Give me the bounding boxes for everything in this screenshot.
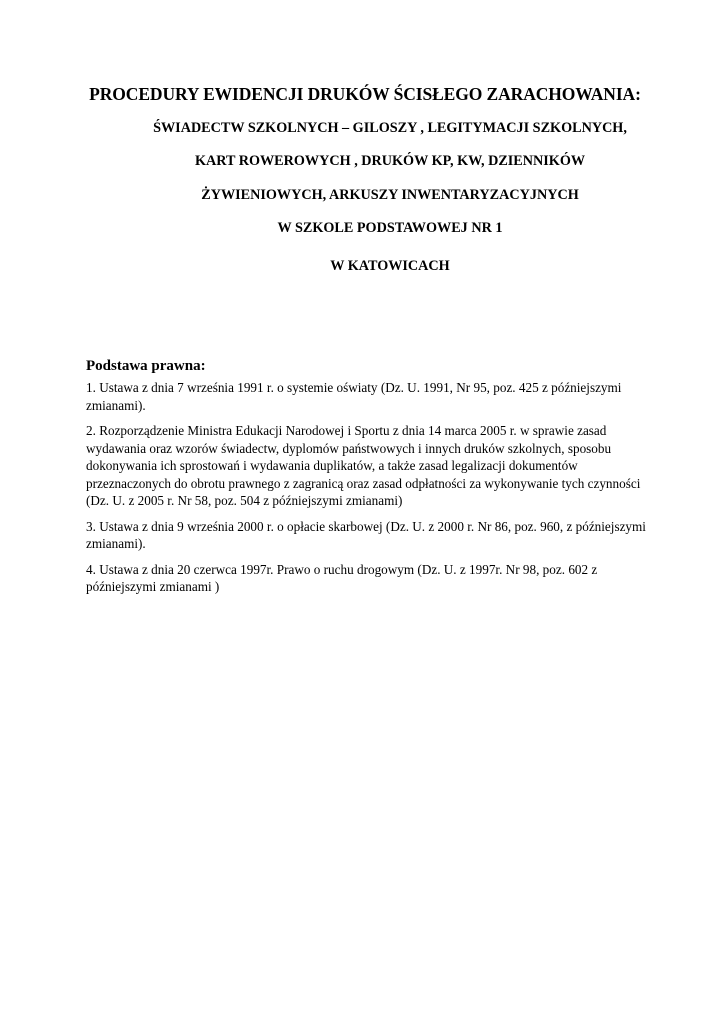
subtitle-line: ŻYWIENIOWYCH, ARKUSZY INWENTARYZACYJNYCH: [201, 187, 579, 203]
document-title: PROCEDURY EWIDENCJI DRUKÓW ŚCISŁEGO ZARACHOWANIA:: [89, 84, 641, 104]
subtitle-line: KART ROWEROWYCH , DRUKÓW KP, KW, DZIENNIKÓW: [194, 153, 586, 169]
legal-basis-item: 3. Ustawa z dnia 9 września 2000 r. o opłacie skarbowej (Dz. U. z 2000 r. Nr 86, poz. 960, z późniejszymi zmianami).: [86, 518, 646, 551]
legal-basis-item: 4. Ustawa z dnia 20 czerwca 1997r. Prawo o ruchu drogowym (Dz. U. z 1997r. Nr 98, poz. 602 z późniejszymi zmianami ): [86, 561, 598, 594]
legal-basis-list: [86, 379, 656, 604]
legal-basis-item: 2. Rozporządzenie Ministra Edukacji Narodowej i Sportu z dnia 14 marca 2005 r. w sprawie zasad wydawania oraz wzorów świadectw, dyplomów państwowych i innych druków szkolnych, sposobu dokonywania ich sprostowań i wydawania duplikatów, a także zasad legalizacji dokumentów przeznaczonych do obrotu prawnego z zagranicą oraz zasad odpłatności za wykonywanie tych czynności (Dz. U. z 2005 r. Nr 58, poz. 504 z późniejszymi zmianami): [86, 423, 641, 508]
subtitle-line: ŚWIADECTW SZKOLNYCH – GILOSZY , LEGITYMACJI SZKOLNYCH,: [153, 120, 627, 136]
subtitle-line-school: W SZKOLE PODSTAWOWEJ NR 1: [277, 220, 503, 236]
legal-basis-heading: Podstawa prawna:: [86, 358, 206, 374]
legal-basis-item: 1. Ustawa z dnia 7 września 1991 r. o systemie oświaty (Dz. U. 1991, Nr 95, poz. 425 z późniejszymi zmianami).: [86, 380, 622, 413]
subtitle-line-city: W KATOWICACH: [330, 258, 450, 274]
